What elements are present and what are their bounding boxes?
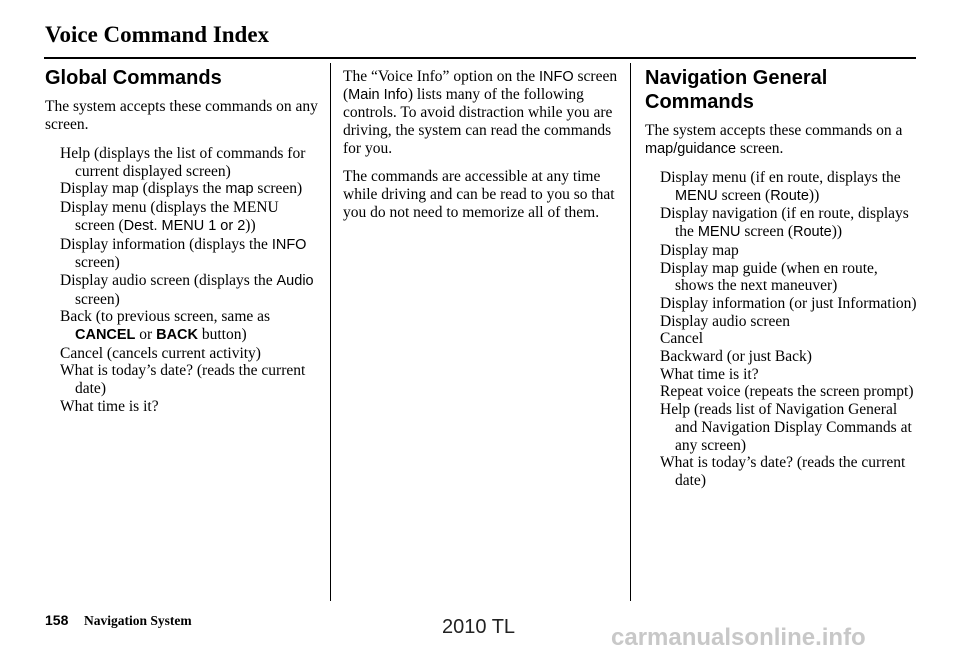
command-item: What is today’s date? (reads the current date) — [60, 362, 306, 398]
voice-info-column — [343, 66, 618, 222]
screen-term: Dest. MENU 1 or 2 — [123, 217, 246, 234]
command-item: Display menu (displays the MENU screen (Dest. MENU 1 or 2)) — [60, 199, 279, 234]
navigation-commands-heading: Navigation General Commands — [645, 67, 828, 113]
command-item: Display information (or just Information) — [660, 294, 917, 312]
screen-term: map/guidance — [645, 141, 737, 157]
accessibility-paragraph: The commands are accessible at any time while driving and can be read to you so that you do not need to memorize all of them. — [343, 168, 615, 221]
command-item: What time is it? — [60, 397, 159, 415]
navigation-commands-column — [645, 66, 920, 490]
command-item: Display audio screen — [660, 312, 790, 330]
navigation-commands-intro: The system accepts these commands on a map/guidance screen. — [645, 122, 903, 157]
screen-term: Route — [770, 187, 809, 204]
global-commands-column — [45, 66, 320, 416]
command-item: Display navigation (if en route, displays the MENU screen (Route)) — [660, 205, 909, 241]
command-item: Display map — [660, 241, 739, 259]
site-watermark: carmanualsonline.info — [611, 624, 866, 651]
footer-section-label: Navigation System — [84, 613, 192, 628]
screen-term: MENU — [697, 224, 741, 241]
button-term: CANCEL — [75, 327, 136, 344]
command-item: Repeat voice (repeats the screen prompt) — [660, 383, 914, 401]
screen-term: MENU — [675, 187, 718, 204]
command-item: Display map (displays the map screen) — [60, 180, 303, 198]
screen-term: map — [225, 181, 254, 198]
button-term: BACK — [156, 327, 198, 344]
voice-info-paragraph: The “Voice Info” option on the INFO screen (Main Info) lists many of the following controls. To avoid distraction while you are driving, the system can read the commands for you. — [343, 68, 618, 157]
screen-term: INFO — [271, 236, 307, 253]
command-item: Backward (or just Back) — [660, 348, 812, 366]
page-title: Voice Command Index — [45, 22, 270, 47]
header-divider — [44, 57, 916, 59]
page-number: 158 — [45, 612, 69, 628]
screen-term: Audio — [276, 272, 314, 289]
command-item: Display map guide (when en route, shows the next maneuver) — [660, 259, 878, 295]
command-item: Help (displays the list of commands for current displayed screen) — [60, 145, 306, 180]
screen-term: Main Info — [348, 87, 408, 103]
global-commands-intro: The system accepts these commands on any screen. — [45, 98, 318, 133]
command-item: Cancel (cancels current activity) — [60, 344, 261, 362]
screen-term: Route — [793, 224, 832, 241]
screen-term: INFO — [539, 69, 574, 85]
command-item: What is today’s date? (reads the current date) — [660, 454, 906, 489]
column-divider-2 — [630, 63, 631, 601]
command-item: Display audio screen (displays the Audio screen) — [60, 271, 314, 308]
command-item: Cancel — [660, 330, 704, 348]
global-commands-heading: Global Commands — [45, 67, 222, 89]
navigation-commands-list — [645, 169, 920, 490]
command-item: Display information (displays the INFO screen) — [60, 235, 307, 272]
model-watermark: 2010 TL — [442, 616, 516, 638]
global-commands-list — [45, 145, 320, 416]
command-item: What time is it? — [660, 365, 759, 383]
column-divider-1 — [330, 63, 331, 601]
command-item: Back (to previous screen, same as CANCEL or BACK button) — [60, 308, 271, 344]
command-item: Help (reads list of Navigation General and Navigation Display Commands at any screen) — [660, 401, 912, 454]
command-item: Display menu (if en route, displays the MENU screen (Route)) — [660, 169, 901, 204]
